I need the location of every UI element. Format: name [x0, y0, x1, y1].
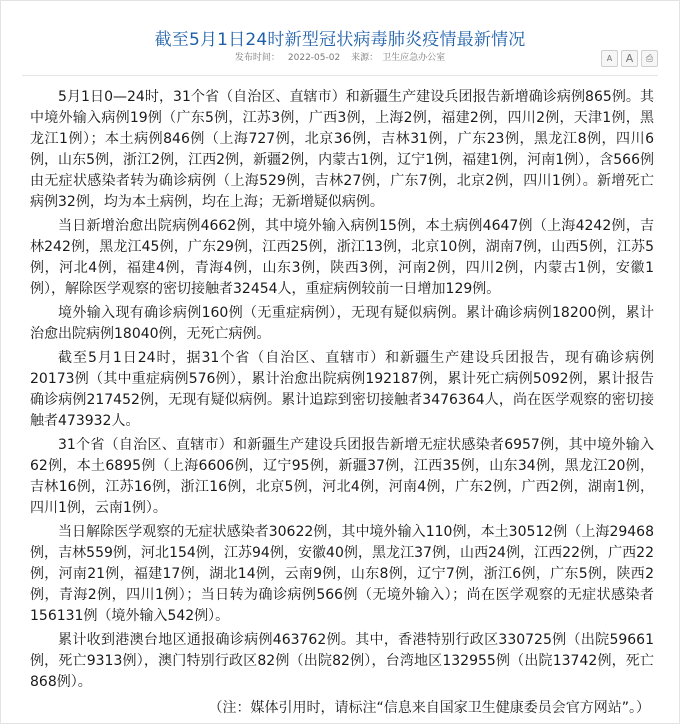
paragraph: 31个省（自治区、直辖市）和新疆生产建设兵团报告新增无症状感染者6957例，其中境外输入62例，本土6895例（上海6606例，辽宁95例，新疆37例，江西35例，山东34例，黑龙江20例，吉林16例，江苏16例，浙江16例，北京5例，河北4例，河南4例，广东2例，广西2例，湖南1例，四川1例，云南1例）。: [30, 437, 654, 516]
source-label: 来源：: [351, 53, 379, 63]
page-title: 截至5月1日24时新型冠状病毒肺炎疫情最新情况: [154, 30, 526, 51]
paragraph: 当日解除医学观察的无症状感染者30622例，其中境外输入110例，本土30512例（上海29468例，吉林559例，河北154例，江苏94例，安徽40例，黑龙江37例，山西24例，江西22例，广西22例，河南21例，福建17例，湖北14例，云南9例，山东8例，辽宁7例，浙江6例，广东5例，陕西2例，青海2例，四川1例）；当日转为确诊病例566例（无境外输入）；尚在医学观察的无症状感染者156131例（境外输入542例）。: [30, 524, 654, 624]
font-smaller-button[interactable]: [601, 50, 618, 67]
citation-note: （注：媒体引用时，请标注“信息来自国家卫生健康委员会官方网站”。）: [208, 700, 650, 716]
font-smaller-icon: A: [606, 54, 613, 63]
publish-label: 发布时间：: [234, 53, 280, 63]
source-name: 卫生应急办公室: [382, 53, 446, 63]
paragraph: 境外输入现有确诊病例160例（无重症病例），无现有疑似病例。累计确诊病例18200例，累计治愈出院病例18040例，无死亡病例。: [30, 305, 654, 342]
print-icon: ⎙: [645, 53, 654, 64]
publish-date: 2022-05-02: [287, 53, 341, 63]
header-divider: [22, 75, 658, 76]
article-meta: [0, 50, 680, 63]
article-tools: [601, 50, 658, 67]
paragraph: 5月1日0—24时，31个省（自治区、直辖市）和新疆生产建设兵团报告新增确诊病例865例。其中境外输入病例19例（广东5例，江苏3例，广西3例，上海2例，福建2例，四川2例，天津1例，黑龙江1例）；本土病例846例（上海727例，北京36例，吉林31例，广东23例，黑龙江8例，四川6例，山东5例，浙江2例，江西2例，新疆2例，内蒙古1例，辽宁1例，福建1例，河南1例），含566例由无症状感染者转为确诊病例（上海529例，吉林27例，广东7例，北京2例，四川1例）。新增死亡病例32例，均为本土病例，均在上海；无新增疑似病例。: [30, 89, 654, 210]
font-larger-button[interactable]: [621, 50, 638, 67]
article-body: [30, 87, 654, 696]
font-larger-icon: A: [625, 52, 634, 65]
paragraph: 累计收到港澳台地区通报确诊病例463762例。其中，香港特别行政区330725例（出院59661例，死亡9313例），澳门特别行政区82例（出院82例），台湾地区132955例（出院13742例，死亡868例）。: [30, 632, 654, 690]
paragraph: 截至5月1日24时，据31个省（自治区、直辖市）和新疆生产建设兵团报告，现有确诊病例20173例（其中重症病例576例），累计治愈出院病例192187例，累计死亡病例5092例，累计报告确诊病例217452例，无现有疑似病例。累计追踪到密切接触者3476364人，尚在医学观察的密切接触者473932人。: [30, 350, 654, 429]
print-button[interactable]: [641, 50, 658, 67]
paragraph: 当日新增治愈出院病例4662例，其中境外输入病例15例，本土病例4647例（上海4242例，吉林242例，黑龙江45例，广东29例，江西25例，浙江13例，北京10例，湖南7例，山西5例，江苏5例，河北4例，福建4例，青海4例，山东3例，陕西3例，河南2例，四川2例，内蒙古1例，安徽1例），解除医学观察的密切接触者32454人，重症病例较前一日增加129例。: [30, 218, 654, 297]
